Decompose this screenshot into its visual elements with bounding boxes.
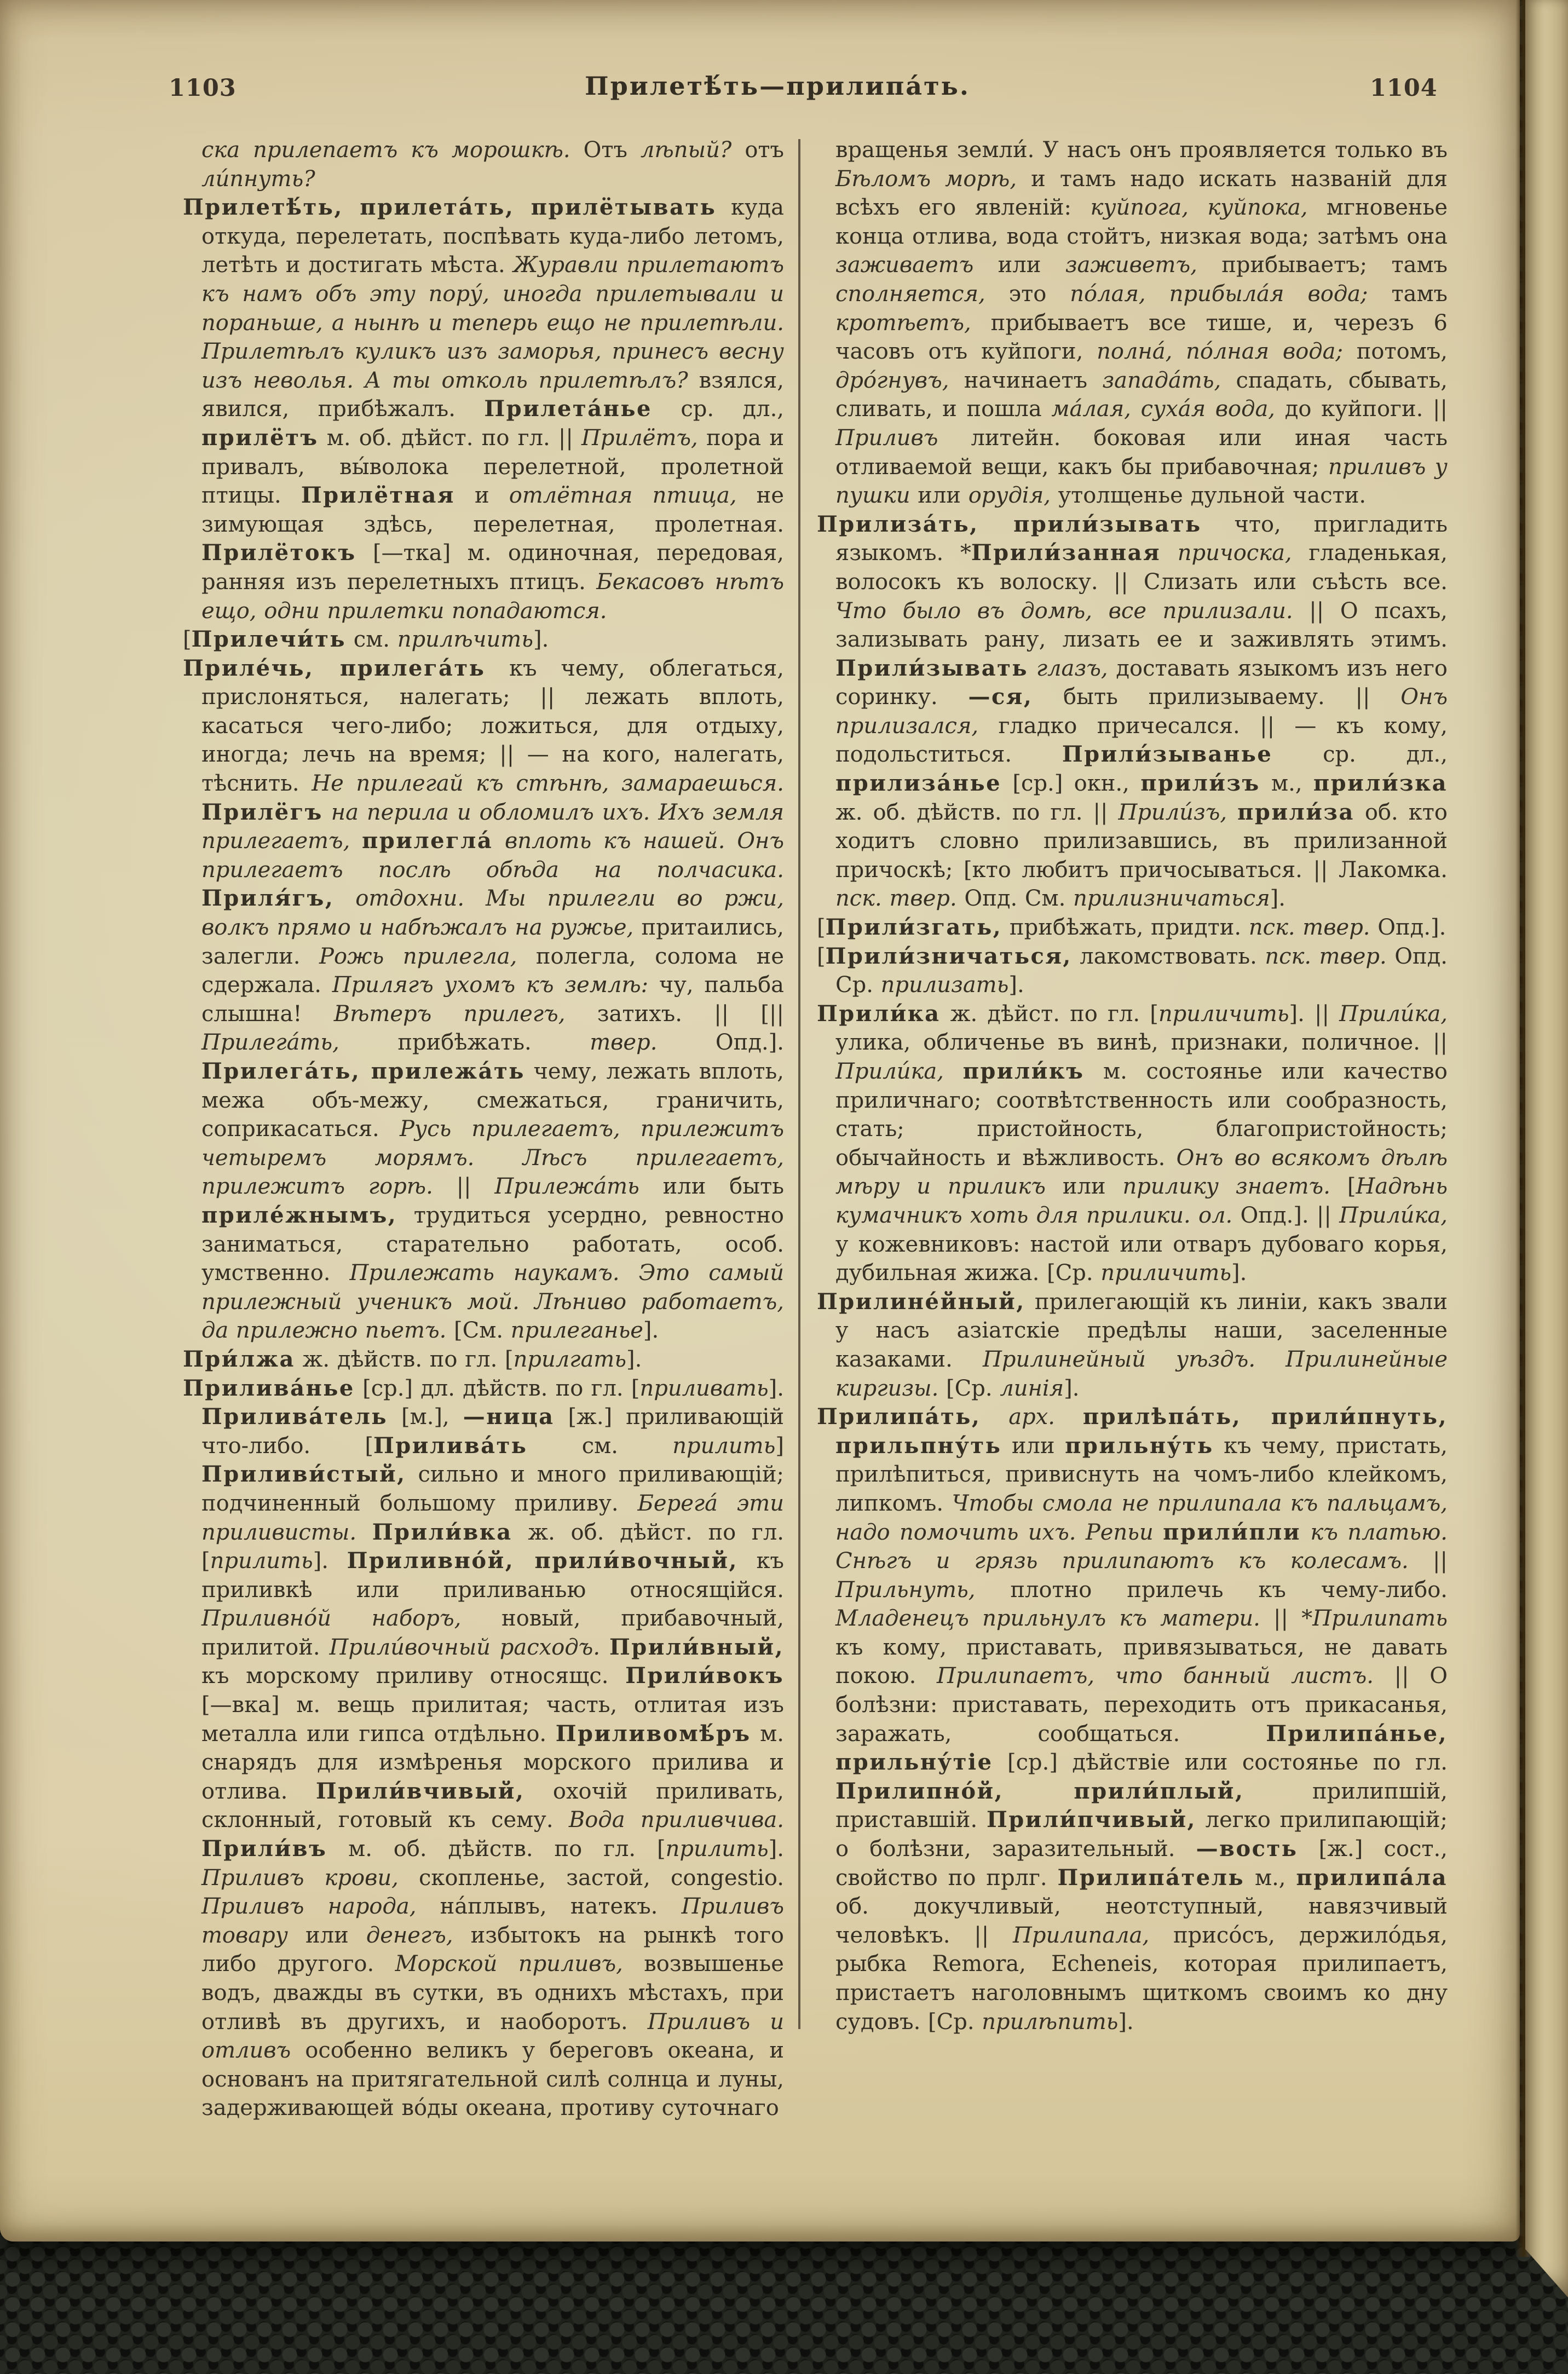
text-column-left bbox=[183, 136, 784, 2123]
dictionary-paragraph: ска прилепаетъ къ морошкѣ. Отъ лѣпый? отъ ли́пнуть? bbox=[201, 137, 784, 192]
dictionary-paragraph: Прилине́йный, прилегающій къ линіи, какъ звали у насъ азіатскіе предѣлы наши, заселенные казаками. Прилинейный уѣздъ. Прилинейные киргизы. [Ср. линія]. bbox=[817, 1288, 1448, 1401]
dictionary-paragraph: [Прили́зничаться, лакомствовать. пск. твер. Опд. Ср. прилизать]. bbox=[817, 943, 1448, 998]
dictionary-paragraph: Прилетѣ́ть, прилета́ть, прилётывать куда откуда, перелетать, поспѣвать куда-либо летомъ, летѣть и достигать мѣста. Журавли прилетаютъ къ намъ объ эту пору́, иногда прилетывали и пораньше, а нынѣ и теперь ещо не прилетѣли. Прилетѣлъ куликъ изъ заморья, принесъ весну изъ неволья. А ты отколь прилетѣлъ? взялся, явился, прибѣжалъ. Прилета́нье ср. дл., прилётъ м. об. дѣйст. по гл. || Прилётъ, пора и привалъ, вы́волока перелетной, пролетной птицы. Прилётная и отлётная птица, не зимующая здѣсь, перелетная, пролетная. Прилётокъ [—тка] м. одиночная, передовая, ранняя изъ перелетныхъ птицъ. Бекасовъ нѣтъ ещо, одни прилетки попадаются. bbox=[183, 194, 785, 624]
dictionary-paragraph: Приле́чь, прилега́ть къ чему, облегаться, прислоняться, налегать; || лежать вплоть, касаться чего-либо; ложиться, для отдыху, иногда; лечь на время; || — на кого, налегать, тѣснить. Не прилегай къ стѣнѣ, замараешься. Прилёгъ на перила и обломилъ ихъ. Ихъ земля прилегаетъ, прилегла́ вплоть къ нашей. Онъ прилегаетъ послѣ обѣда на полчасика. Приля́гъ, отдохни. Мы прилегли во ржи, волкъ прямо и набѣжалъ на ружье, притаились, залегли. Рожь прилегла, полегла, солома не сдержала. Прилягъ ухомъ къ землѣ: чу, пальба слышна! Вѣтеръ прилегъ, затихъ. || [|| Прилега́ть, прибѣжать. твер. Опд.]. Прилега́ть, прилежа́ть чему, лежать вплоть, межа объ-межу, смежаться, граничить, соприкасаться. Русь прилегаетъ, прилежитъ четыремъ морямъ. Лѣсъ прилегаетъ, прилежитъ горѣ. || Прилежа́ть или быть приле́жнымъ, трудиться усердно, ревностно заниматься, старательно работать, особ. умственно. Прилежать наукамъ. Это самый прилежный ученикъ мой. Лѣниво работаетъ, да прилежно пьетъ. [См. прилеганье]. bbox=[183, 655, 785, 1344]
dictionary-paragraph: Прилипа́ть, арх. прилѣпа́ть, прили́пнуть, прильпну́ть или прильну́ть къ чему, пристать, прилѣпиться, привиснуть на чомъ-либо клейкомъ, липкомъ. Чтобы смола не прилипала къ пальцамъ, надо помочить ихъ. Репьи прили́пли къ платью. Снѣгъ и грязь прилипаютъ къ колесамъ. || Прильнуть, плотно прилечь къ чему-либо. Младенецъ прильнулъ къ матери. || *Прилипать къ кому, приставать, привязываться, не давать покою. Прилипаетъ, что банный листъ. || О болѣзни: приставать, переходить отъ прикасанья, заражать, сообщаться. Прилипа́нье, прильну́тіе [ср.] дѣйствіе или состоянье по гл. Прилипно́й, прили́плый, прилипшій, приставшій. Прили́пчивый, легко прилипающій; о болѣзни, заразительный. —вость [ж.] сост., свойство по прлг. Прилипа́тель м., прилипа́ла об. докучливый, неотступный, навязчивый человѣкъ. || Прилипала, присо́съ, держило́дья, рыбка Remora, Echeneis, которая прилипаетъ, пристаетъ наголовнымъ щиткомъ своимъ ко дну судовъ. [Ср. прилѣпить]. bbox=[817, 1404, 1448, 2035]
dictionary-paragraph: Прилива́нье [ср.] дл. дѣйств. по гл. [приливать]. Прилива́тель [м.], —ница [ж.] приливающій что-либо. [Прилива́ть см. прилить] Приливи́стый, сильно и много приливающій; подчиненный большому приливу. Берега́ эти приливисты. Прили́вка ж. об. дѣйст. по гл. [прилить]. Приливно́й, прили́вочный, къ приливкѣ или приливанью относящійся. Приливно́й наборъ, новый, прибавочный, прилитой. Прили́вочный расходъ. Прили́вный, къ морскому приливу относящс. Прили́вокъ [—вка] м. вещь прилитая; часть, отлитая изъ металла или гипса отдѣльно. Приливомѣ́ръ м. снарядъ для измѣренья морского прилива и отлива. Прили́вчивый, охочій приливать, склонный, готовый къ сему. Вода приливчива. Прили́въ м. об. дѣйств. по гл. [прилить]. Приливъ крови, скопленье, застой, congestio. Приливъ народа, на́плывъ, натекъ. Приливъ товару или денегъ, избытокъ на рынкѣ того либо другого. Морской приливъ, возвышенье водъ, дважды въ сутки, въ однихъ мѣстахъ, при отливѣ въ другихъ, и наоборотъ. Приливъ и отливъ особенно великъ у береговъ океана, и основанъ на притягательной силѣ солнца и луны, задерживающей во́ды океана, противу суточнаго bbox=[183, 1375, 785, 2121]
dictionary-paragraph: При́лжа ж. дѣйств. по гл. [прилгать]. bbox=[183, 1346, 642, 1372]
dictionary-paragraph: Прилиза́ть, прили́зывать что, пригладить языкомъ. *Прили́занная причоска, гладенькая, волосокъ къ волоску. || Слизать или съѣсть все. Что было въ домѣ, все прилизали. || О псахъ, зализывать рану, лизать ее и заживлять этимъ. Прили́зывать глазъ, доставать языкомъ изъ него соринку. —ся, быть прилизываему. || Онъ прилизался, гладко причесался. || — къ кому, подольститься. Прили́зыванье ср. дл., прилиза́нье [ср.] окн., прили́зъ м., прили́зка ж. об. дѣйств. по гл. || Прили́зъ, прили́за об. кто ходитъ словно прилизавшись, въ прилизанной причоскѣ; [кто любитъ причосываться. || Лакомка. пск. твер. Опд. См. прилизничаться]. bbox=[817, 511, 1448, 912]
dictionary-paragraph: Прили́ка ж. дѣйст. по гл. [приличить]. || Прили́ка, улика, обличенье въ винѣ, признаки, поличное. || Прили́ка, прили́къ м. состоянье или качество приличнаго; соотвѣтственность или сообразность, стать; пристойность, благопристойность; обычайность и вѣжливость. Онъ во всякомъ дѣлѣ мѣру и приликъ или прилику знаетъ. [Надѣнь кумачникъ хоть для прилики. ол. Опд.]. || Прили́ка, у кожевниковъ: настой или отваръ дубоваго корья, дубильная жижа. [Ср. приличить]. bbox=[817, 1000, 1448, 1286]
dictionary-paragraph: [Прилечи́ть см. прилѣчить]. bbox=[183, 626, 549, 653]
adjacent-page-edge bbox=[1525, 0, 1568, 2297]
page-number-left: 1103 bbox=[169, 74, 237, 102]
running-title: Прилетѣ́ть—прилипа́ть. bbox=[585, 71, 970, 101]
dictionary-paragraph: вращенья земли́. У насъ онъ проявляется только въ Бѣломъ морѣ, и тамъ надо искать названій для всѣхъ его явленій: куйпога, куйпока, мгновенье конца отлива, вода стойтъ, низкая вода; затѣмъ она заживаетъ или заживетъ, прибываетъ; тамъ сполняется, это по́лая, прибыла́я вода; тамъ кротѣетъ, прибываетъ все тише, и, черезъ 6 часовъ отъ куйпоги, полна́, по́лная вода; потомъ, дро́гнувъ, начинаетъ запада́ть, спадать, сбывать, сливать, и пошла ма́лая, суха́я вода, до куйпоги. || Приливъ литейн. боковая или иная часть отливаемой вещи, какъ бы прибавочная; приливъ у пушки или орудія, утолщенье дульной части. bbox=[835, 137, 1448, 509]
column-divider-rule bbox=[798, 139, 800, 2029]
page-number-right: 1104 bbox=[1370, 74, 1438, 102]
text-column-right bbox=[817, 136, 1448, 2036]
dictionary-paragraph: [Прили́згать, прибѣжать, придти. пск. твер. Опд.]. bbox=[817, 914, 1446, 941]
